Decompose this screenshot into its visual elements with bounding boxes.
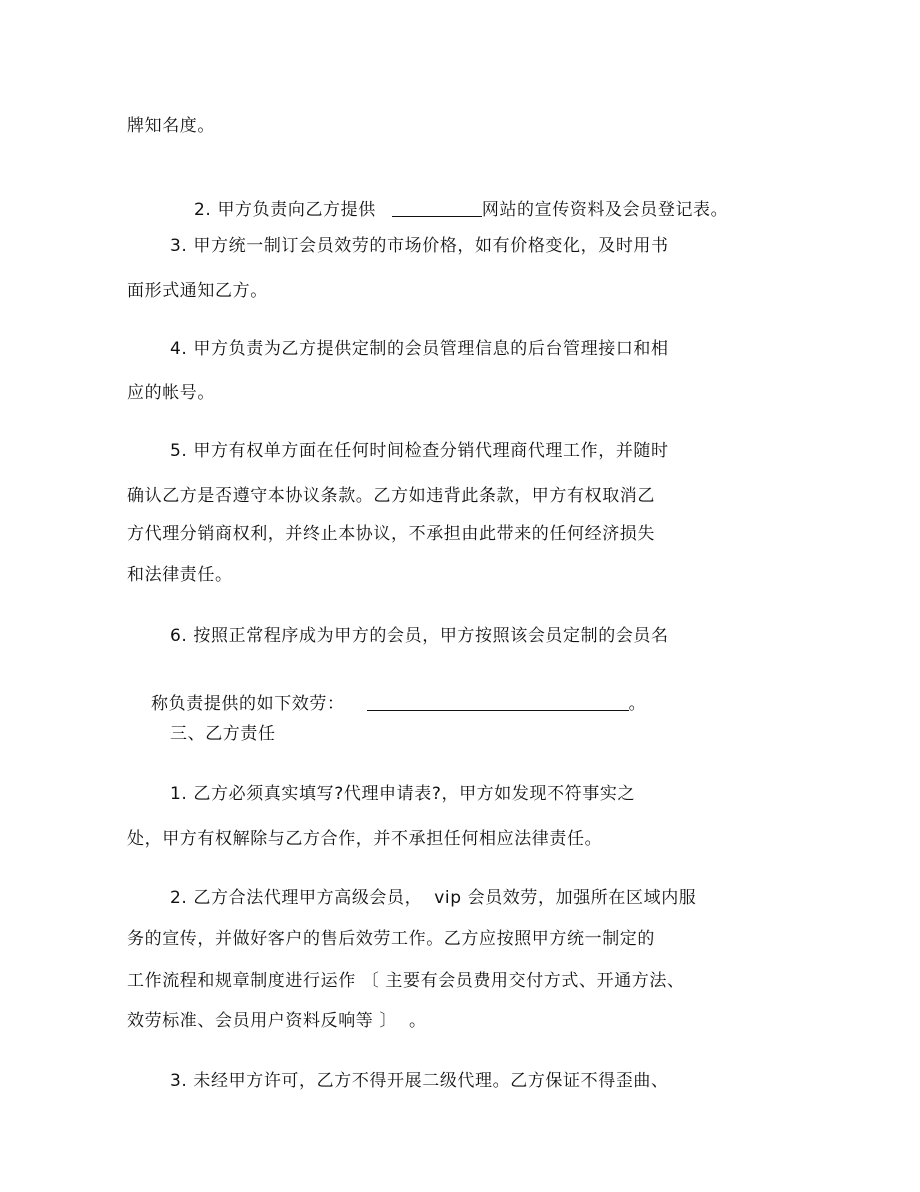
text-line: 方代理分销商权利，并终止本协议，不承担由此带来的任何经济损失 [127, 524, 655, 544]
text-line: 牌知名度。 [127, 116, 215, 136]
text-line: 面形式通知乙方。 [127, 281, 268, 301]
text-line: 工作流程和规章制度进行运作 〔 主要有会员费用交付方式、开通方法、 [127, 971, 685, 991]
text-segment: 2. 甲方负责向乙方提供 [194, 200, 376, 220]
text-segment: 。 [628, 694, 647, 714]
text-line: 4. 甲方负责为乙方提供定制的会员管理信息的后台管理接口和相 [170, 339, 669, 359]
fill-in-blank [367, 692, 629, 711]
text-line: 务的宣传，并做好客户的售后效劳工作。乙方应按照甲方统一制定的 [127, 929, 655, 949]
fill-in-blank [392, 198, 482, 217]
text-line: 处，甲方有权解除与乙方合作，并不承担任何相应法律责任。 [127, 829, 603, 849]
text-line: 6. 按照正常程序成为甲方的会员，甲方按照该会员定制的会员名 [170, 626, 669, 646]
text-line: 1. 乙方必须真实填写?代理申请表?，甲方如发现不符事实之 [170, 784, 636, 804]
text-line: 5. 甲方有权单方面在任何时间检查分销代理商代理工作，并随时 [170, 441, 669, 461]
text-line: 应的帐号。 [127, 383, 215, 403]
text-line: 3. 未经甲方许可，乙方不得开展二级代理。乙方保证不得歪曲、 [170, 1071, 669, 1091]
text-segment: 称负责提供的如下效劳： [151, 694, 345, 714]
text-line: 3. 甲方统一制订会员效劳的市场价格，如有价格变化，及时用书 [170, 236, 669, 256]
text-line: 效劳标准、会员用户资料反响等 〕 。 [127, 1011, 427, 1031]
text-segment: 网站的宣传资料及会员登记表。 [481, 200, 729, 220]
text-line: 2. 乙方合法代理甲方高级会员， vip 会员效劳，加强所在区域内服 [170, 888, 697, 908]
text-line: 确认乙方是否遵守本协议条款。乙方如违背此条款，甲方有权取消乙 [127, 486, 655, 506]
section-heading: 三、乙方责任 [170, 724, 276, 744]
text-line: 和法律责任。 [127, 565, 233, 585]
